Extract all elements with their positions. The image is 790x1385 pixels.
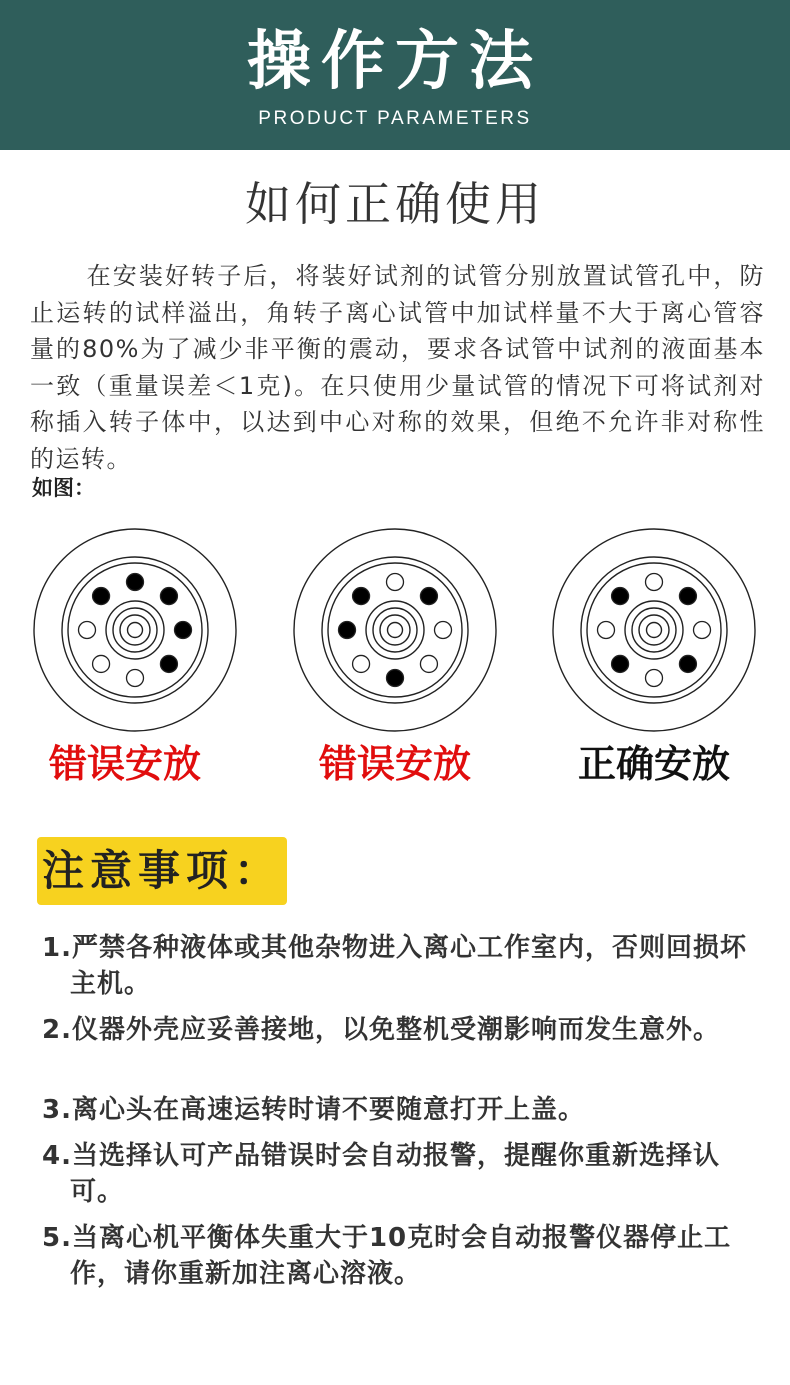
tube-hole-empty	[353, 655, 370, 672]
tube-hole-empty	[420, 655, 437, 672]
tube-hole-empty	[694, 622, 711, 639]
tube-hole-filled	[93, 588, 110, 605]
rotor-center-hole	[647, 623, 662, 638]
tube-hole-empty	[646, 574, 663, 591]
tube-hole-empty	[387, 574, 404, 591]
diagram-caption-3: 正确安放	[577, 742, 730, 786]
note-item-4: 4.当选择认可产品错误时会自动报警，提醒你重新选择认可。	[42, 1141, 720, 1207]
tube-hole-empty	[598, 622, 615, 639]
rotor-center-hole	[128, 623, 143, 638]
tube-hole-filled	[612, 655, 629, 672]
rotor-center-hole	[388, 623, 403, 638]
tube-hole-filled	[420, 588, 437, 605]
as-shown-label: 如图：	[32, 476, 95, 500]
note-item-3: 3.离心头在高速运转时请不要随意打开上盖。	[42, 1095, 585, 1125]
tube-hole-filled	[339, 622, 356, 639]
rotor-outer-ring	[294, 529, 496, 731]
intro-paragraph	[30, 258, 765, 477]
tube-hole-empty	[435, 622, 452, 639]
tube-hole-empty	[127, 670, 144, 687]
tube-hole-empty	[93, 655, 110, 672]
rotor-hub-ring	[625, 601, 683, 659]
tube-hole-filled	[353, 588, 370, 605]
tube-hole-filled	[127, 574, 144, 591]
page-title: 操作方法	[247, 25, 543, 99]
rotor-hub-ring-3	[639, 615, 669, 645]
tube-hole-empty	[79, 622, 96, 639]
tube-hole-empty	[646, 670, 663, 687]
notice-label: 注意事项：	[37, 837, 287, 905]
rotor-hub-ring-3	[120, 615, 150, 645]
tube-hole-filled	[387, 670, 404, 687]
rotor-outer-ring	[34, 529, 236, 731]
tube-hole-filled	[612, 588, 629, 605]
rotor-diagram-1	[32, 527, 238, 733]
rotor-diagram-3	[551, 527, 757, 733]
page-subtitle: PRODUCT PARAMETERS	[258, 108, 532, 129]
note-item-1: 1.严禁各种液体或其他杂物进入离心工作室内，否则回损坏主机。	[42, 933, 747, 999]
diagram-caption-1: 错误安放	[48, 742, 201, 786]
header-banner	[0, 0, 790, 150]
rotor-hub-ring	[106, 601, 164, 659]
tube-hole-filled	[175, 622, 192, 639]
diagram-caption-2: 错误安放	[318, 742, 471, 786]
tube-hole-filled	[679, 588, 696, 605]
note-item-5: 5.当离心机平衡体失重大于10克时会自动报警仪器停止工作，请你重新加注离心溶液。	[42, 1223, 732, 1289]
tube-hole-filled	[160, 588, 177, 605]
section-title: 如何正确使用	[245, 177, 545, 231]
note-item-2: 2.仪器外壳应妥善接地，以免整机受潮影响而发生意外。	[42, 1015, 720, 1045]
rotor-hub-ring-3	[380, 615, 410, 645]
rotor-diagram-2	[292, 527, 498, 733]
rotor-hub-ring	[366, 601, 424, 659]
intro-text: 在安装好转子后，将装好试剂的试管分别放置试管孔中，防止运转的试样溢出，角转子离心试管中加试样量不大于离心管容量的80%为了减少非平衡的震动，要求各试管中试剂的液面基本一致（重量误差＜1克)。在只使用少量试管的情况下可将试剂对称插入转子体中，以达到中心对称的效果，但绝不允许非对称性的运转。	[30, 262, 765, 473]
tube-hole-filled	[160, 655, 177, 672]
tube-hole-filled	[679, 655, 696, 672]
rotor-outer-ring	[553, 529, 755, 731]
